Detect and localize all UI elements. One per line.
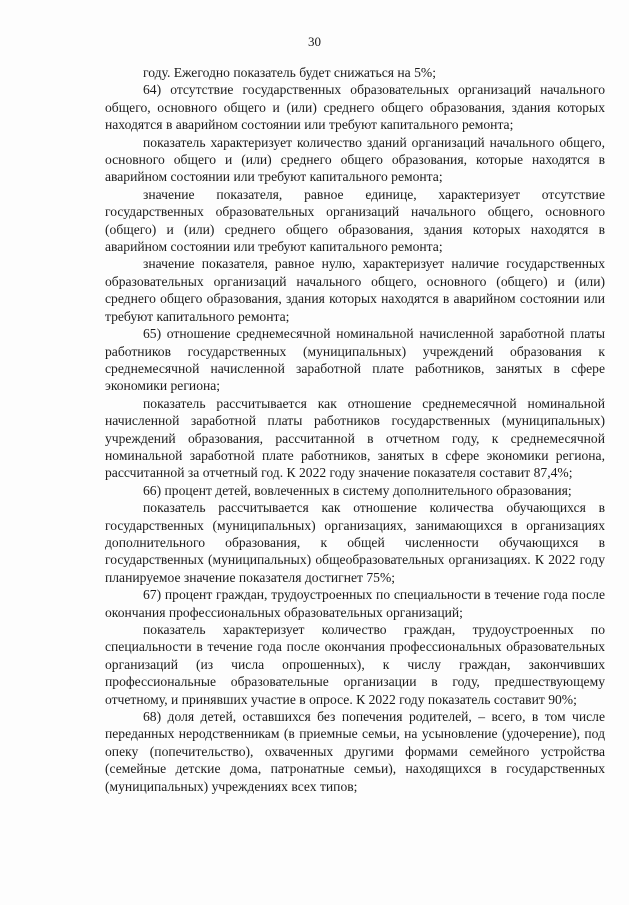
paragraph: значение показателя, равное нулю, характеризует наличие государственных образовательных организаций начального общего, основного (общего) и (или) среднего общего образования, здания которых находятся в аварийном состоянии или требуют капитального ремонта; [105, 256, 605, 324]
page-number: 30 [308, 34, 321, 49]
paragraph: показатель характеризует количество зданий организаций начального общего, основного общего и (или) среднего общего образования, которые находятся в аварийном состоянии или требуют капитального ремонта; [105, 134, 605, 185]
paragraph-item-65: 65) отношение среднемесячной номинальной начисленной заработной платы работников государственных (муниципальных) учреждений образования к среднемесячной начисленной заработной плате работников, занятых в сфере экономики региона; [105, 326, 605, 394]
paragraph-item-67: 67) процент граждан, трудоустроенных по специальности в течение года после окончания профессиональных образовательных организаций; [105, 587, 605, 620]
paragraph: показатель рассчитывается как отношение количества обучающихся в государственных (муниципальных) организациях, занимающихся в организациях дополнительного образования, к общей численности обучающихся в государственных (муниципальных) общеобразовательных организациях. К 2022 году планируемое значение показателя достигнет 75%; [105, 500, 605, 585]
paragraph: году. Ежегодно показатель будет снижаться на 5%; [143, 65, 436, 80]
paragraph-item-64: 64) отсутствие государственных образовательных организаций начального общего, основного общего и (или) среднего общего образования, здания которых находятся в аварийном состоянии или требуют капитального ремонта; [105, 82, 605, 133]
paragraph: показатель характеризует количество граждан, трудоустроенных по специальности в течение года после окончания профессиональных образовательных организаций (из числа опрошенных), к числу граждан, закончивших профессиональные образовательные организации в году, предшествующему отчетному, и принявших участие в опросе. К 2022 году показатель составит 90%; [105, 622, 605, 707]
paragraph-item-66: 66) процент детей, вовлеченных в систему дополнительного образования; [143, 482, 572, 498]
paragraph: значение показателя, равное единице, характеризует отсутствие государственных образовательных организаций начального общего, основного (общего) и (или) среднего общего образования, здания которых находятся в аварийном состоянии или требуют капитального ремонта; [105, 186, 605, 255]
paragraph-item-68: 68) доля детей, оставшихся без попечения родителей, – всего, в том числе переданных неродственникам (в приемные семьи, на усыновление (удочерение), под опеку (попечительство), охваченных другими формами семейного устройства (семейные детские дома, патронатные семьи), находящихся в государственных (муниципальных) учреждениях всех типов; [105, 709, 605, 794]
paragraph: показатель рассчитывается как отношение среднемесячной номинальной начисленной заработной платы работников государственных (муниципальных) учреждений образования, рассчитанной в отчетном году, к среднемесячной номинальной заработной плате работников, занятых в сфере экономики региона, рассчитанной за отчетный год. К 2022 году значение показателя составит 87,4%; [105, 395, 605, 481]
document-body [105, 64, 605, 795]
